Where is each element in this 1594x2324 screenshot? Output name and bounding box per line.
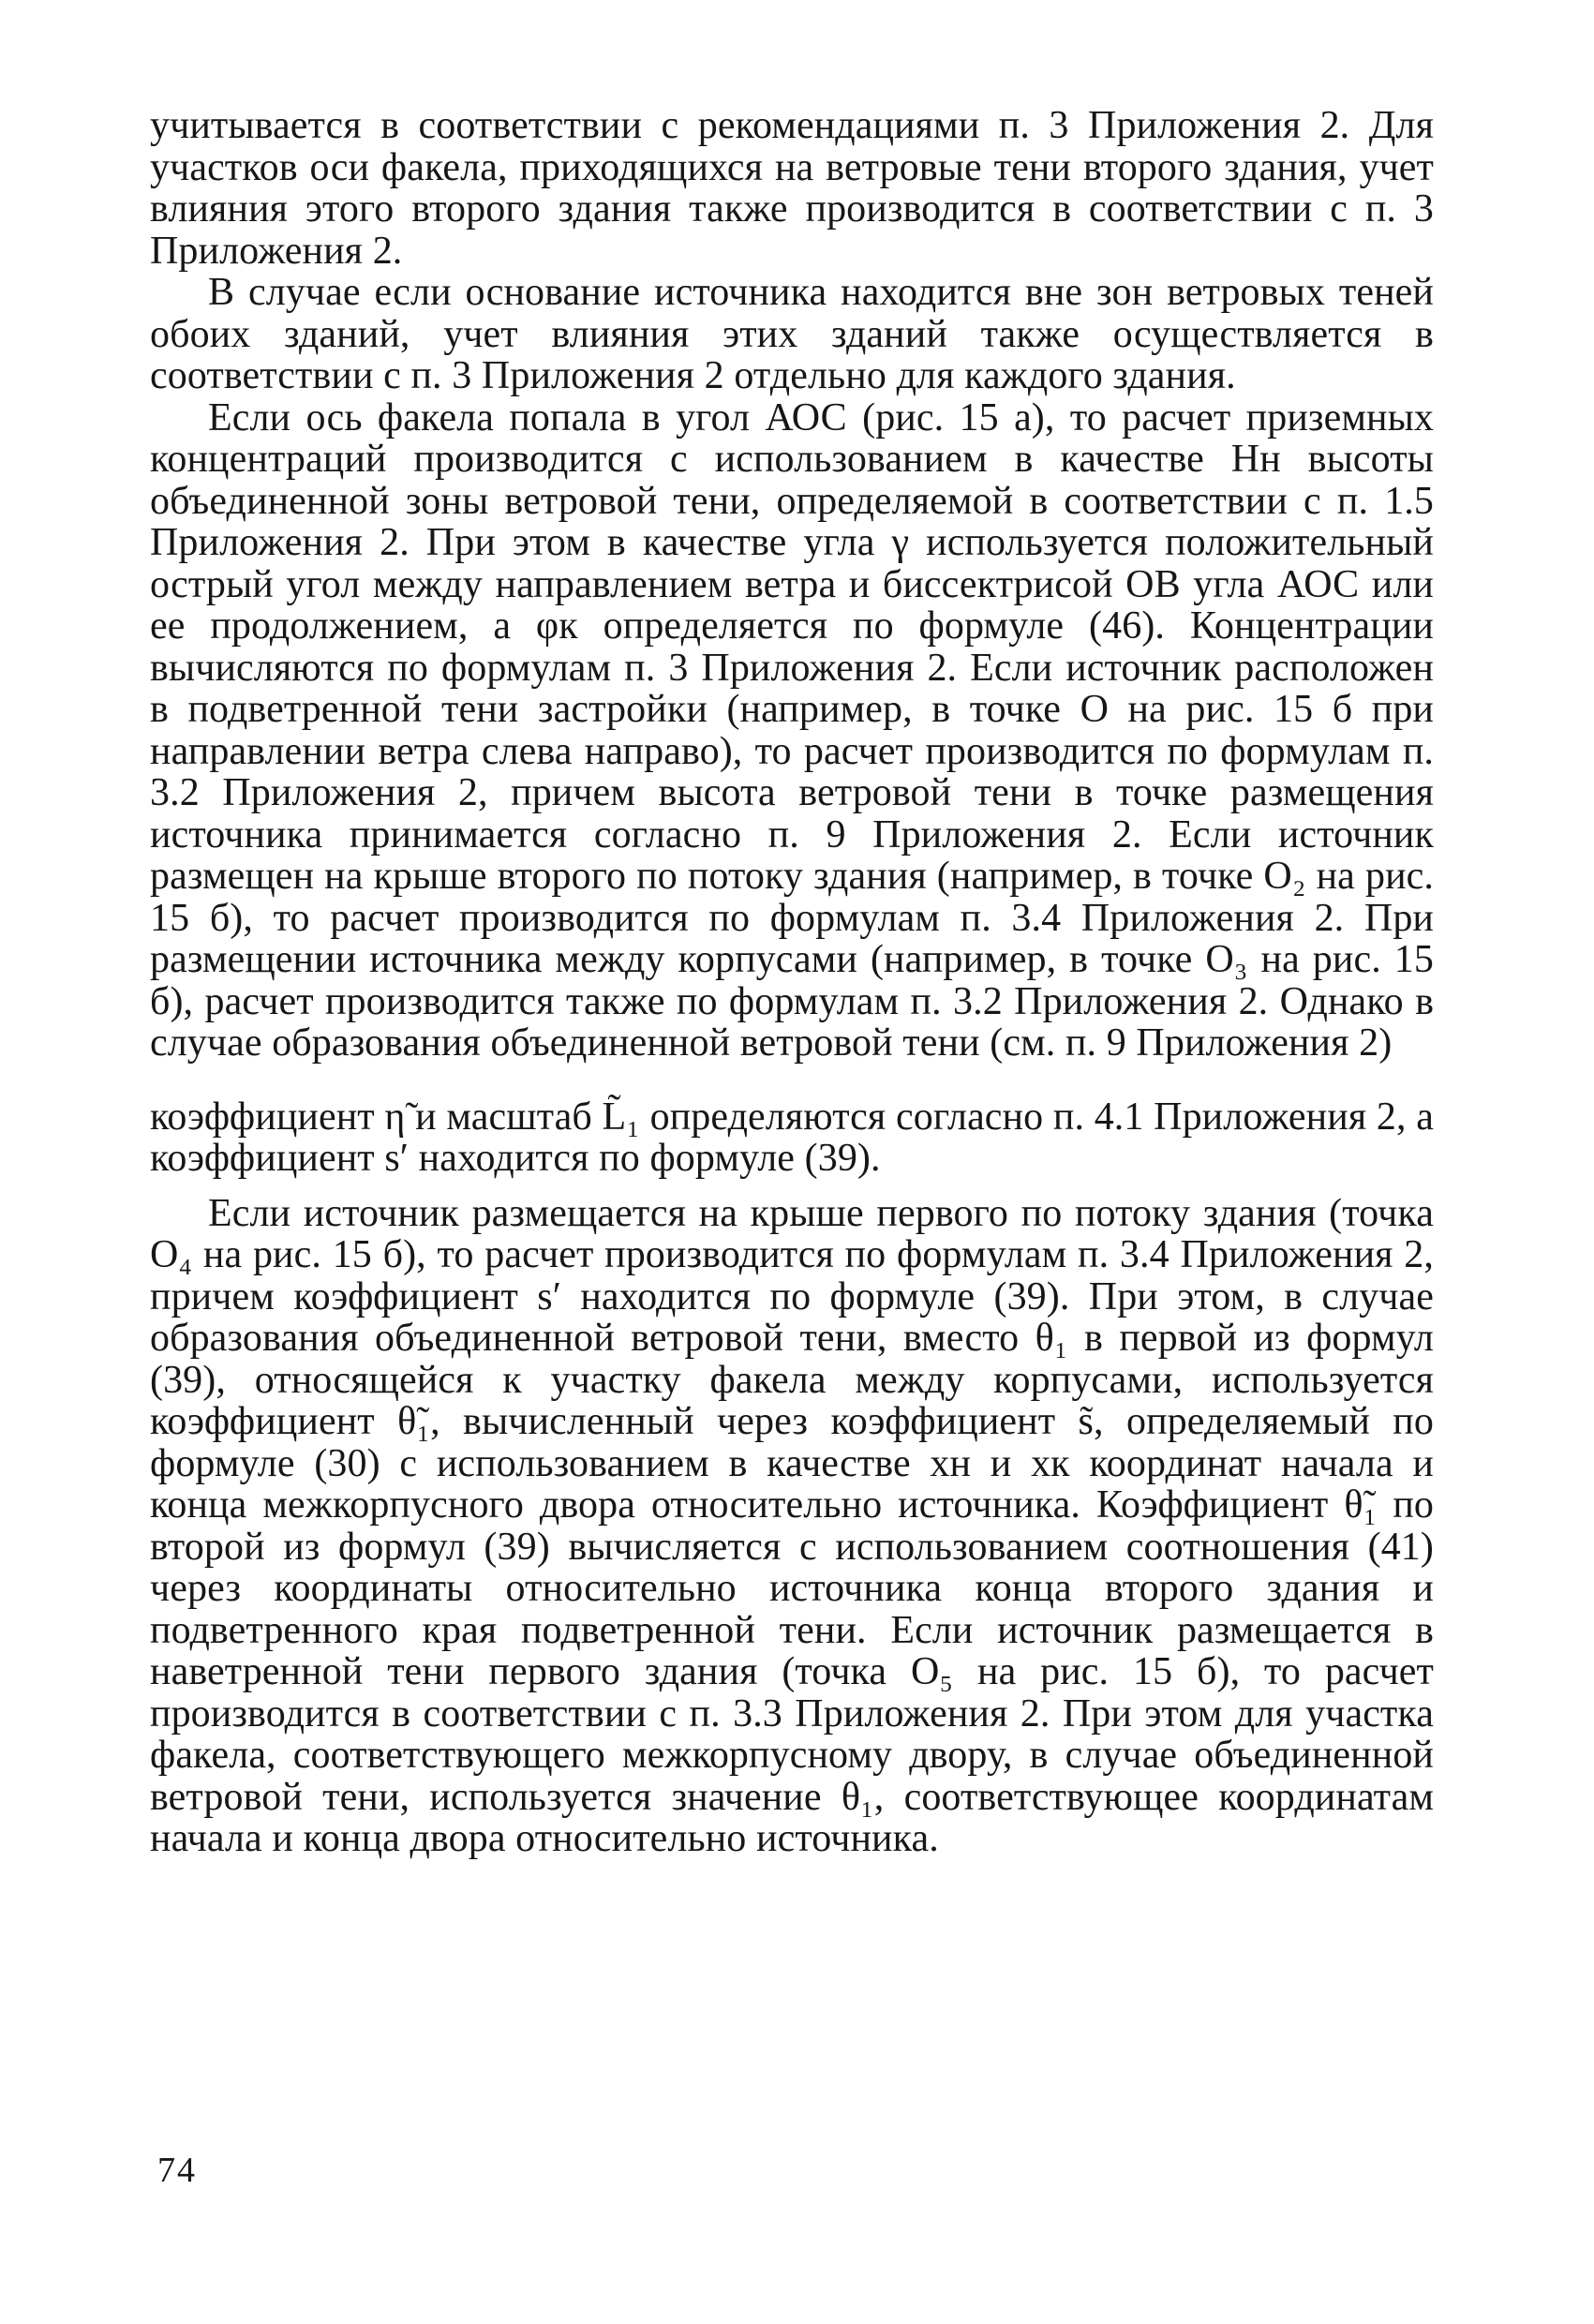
body-text xyxy=(150,105,1434,1860)
paragraph-1: учитывается в соответствии с рекомендациями п. 3 Приложения 2. Для участков оси факела, приходящихся на ветровые тени второго здания, учет влияния этого второго здания также производится в соответствии с п. 3 Приложения 2. xyxy=(150,104,1434,273)
paragraph-5: Если источник размещается на крыше первого по потоку здания (точка О₄ на рис. 15 б), то расчет производится по формулам п. 3.4 Приложения 2, причем коэффициент s′ находится по формуле (39). При этом, в случае образования объединенной ветровой тени, вместо θ₁ в первой из формул (39), относящейся к участку факела между корпусами, используется коэффициент θ̃₁, вычисленный через коэффициент s̃, определяемый по формуле (30) с использованием в качестве xн и xк координат начала и конца межкорпусного двора относительно источника. Коэффициент θ̃₁ по второй из формул (39) вычисляется с использованием соотношения (41) через координаты относительно источника конца второго здания и подветренного края подветренной тени. Если источник размещается в наветренной тени первого здания (точка О₅ на рис. 15 б), то расчет производится в соответствии с п. 3.3 Приложения 2. При этом для участка факела, соответствующего межкорпусному двору, в случае объединенной ветровой тени, используется значение θ₁, соответствующее координатам начала и конца двора относительно источника. xyxy=(150,1191,1434,1860)
paragraph-2: В случае если основание источника находится вне зон ветровых теней обоих зданий, учет влияния этих зданий также осуществляется в соответствии с п. 3 Приложения 2 отдельно для каждого здания. xyxy=(150,271,1434,397)
page-number: 74 xyxy=(157,2151,197,2190)
paragraph-3: Если ось факела попала в угол АОС (рис. 15 а), то расчет приземных концентраций производится с использованием в качестве Hн высоты объединенной зоны ветровой тени, определяемой в соответствии с п. 1.5 Приложения 2. При этом в качестве угла γ используется положительный острый угол между направлением ветра и биссектрисой ОВ угла АОС или ее продолжением, а φк определяется по формуле (46). Концентрации вычисляются по формулам п. 3 Приложения 2. Если источник расположен в подветренной тени застройки (например, в точке О на рис. 15 б при направлении ветра слева направо), то расчет производится по формулам п. 3.2 Приложения 2, причем высота ветровой тени в точке размещения источника принимается согласно п. 9 Приложения 2. Если источник размещен на крыше второго по потоку здания (например, в точке О₂ на рис. 15 б), то расчет производится по формулам п. 3.4 Приложения 2. При размещении источника между корпусами (например, в точке О₃ на рис. 15 б), расчет производится также по формулам п. 3.2 Приложения 2. Однако в случае образования объединенной ветровой тени (см. п. 9 Приложения 2) xyxy=(150,395,1434,1065)
paragraph-4: коэффициент η̃ и масштаб L̃₁ определяются согласно п. 4.1 Приложения 2, а коэффициент s′ находится по формуле (39). xyxy=(150,1095,1434,1180)
